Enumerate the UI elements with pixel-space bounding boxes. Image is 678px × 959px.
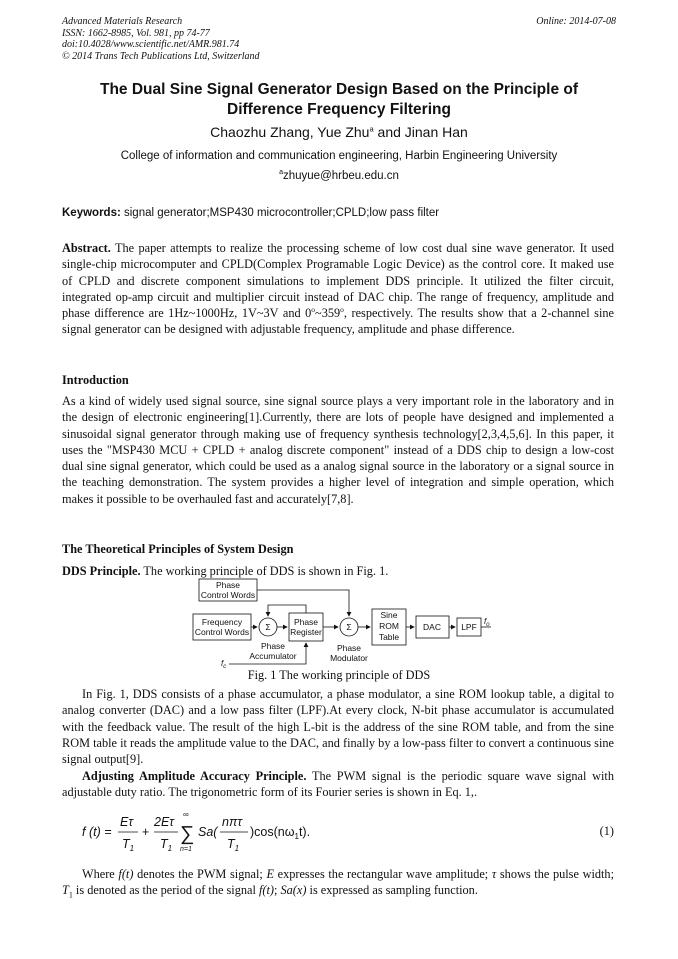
where-t7: is expressed as sampling function. bbox=[306, 883, 478, 898]
eq-num3: nπτ bbox=[222, 815, 243, 829]
doi: doi:10.4028/www.scientific.net/AMR.981.74 bbox=[62, 39, 240, 50]
issn: ISSN: 1662-8985, Vol. 981, pp 74-77 bbox=[62, 27, 210, 39]
phase-register-label-1: Phase bbox=[293, 617, 319, 627]
where-tau: τ bbox=[491, 867, 497, 881]
affiliation: College of information and communication engineering, Harbin Engineering University bbox=[120, 150, 558, 162]
author-names-rest: and Jinan Han bbox=[373, 124, 468, 140]
where-t4: shows the pulse width; bbox=[496, 867, 614, 881]
author-names: Chaozhu Zhang, Yue Zhu bbox=[210, 124, 370, 140]
where-t5: is denoted as the period of the signal bbox=[72, 883, 259, 898]
eq-sa: Sa( bbox=[198, 825, 218, 839]
equation-1 bbox=[82, 808, 614, 852]
dds-text: The working principle of DDS is shown in Fig. 1. bbox=[140, 564, 389, 578]
sine-rom-label-1: Sine bbox=[380, 610, 398, 620]
title-line-1: The Dual Sine Signal Generator Design Based on the Principle of bbox=[99, 81, 578, 98]
authors bbox=[62, 124, 616, 140]
modulator-label-1: Phase bbox=[336, 643, 362, 653]
sigma-symbol-1: Σ bbox=[265, 622, 271, 632]
email-address: zhuyue@hrbeu.edu.cn bbox=[283, 170, 399, 182]
eq-num1: Eτ bbox=[120, 815, 134, 829]
freq-control-label-1: Frequency bbox=[201, 617, 243, 627]
eq-sum-top: ∞ bbox=[183, 810, 189, 819]
eq-den2: $T_1$ bbox=[160, 837, 173, 852]
where-paragraph bbox=[62, 866, 614, 899]
eq-den1: $T_1$ bbox=[122, 837, 135, 852]
email bbox=[62, 170, 616, 182]
eq-lhs: f (t) = bbox=[82, 825, 112, 839]
where-t3: expresses the rectangular wave amplitude; bbox=[273, 867, 492, 881]
where-t1-symbol: T bbox=[62, 883, 69, 898]
abstract-label: Abstract. bbox=[62, 241, 111, 255]
abstract-text-b: , respectively. The results show that a 2-channel sine signal generator can be designed with adjustable frequency, amplitude and phase difference. bbox=[62, 306, 614, 337]
keywords-label: Keywords: bbox=[62, 207, 121, 219]
introduction-text: As a kind of widely used signal source, sine signal source plays a very important role in the laboratory and in the design of electronic engineering[1].Currently, there are lots of people have designed and implemented a sinusoidal signal generator through making use of frequency synthesis technology[2,3,4,5,6]. In this paper, it uses the "MSP430 MCU + CPLD + analog discrete component" instead of a DDS chip to design a low-cost dual sine signal generator, which could be used as a analog signal source in the laboratory or a signal source in the teaching demonstration. The system provides a higher level of integration and simple operation, which makes it possible to be overhauled fast and accurately[7,8]. bbox=[62, 394, 614, 506]
phase-control-label-1: Phase bbox=[215, 580, 241, 590]
where-t6: ; bbox=[274, 883, 281, 898]
lpf-label: LPF bbox=[461, 622, 477, 632]
equation-number: (1) bbox=[599, 824, 614, 838]
title-line-2: Difference Frequency Filtering bbox=[227, 101, 451, 118]
copyright: © 2014 Trans Tech Publications Ltd, Switzerland bbox=[62, 50, 260, 62]
dac-label: DAC bbox=[423, 622, 441, 632]
where-ft: f(t) bbox=[118, 867, 134, 881]
section-introduction: Introduction bbox=[62, 373, 129, 387]
journal-header bbox=[62, 16, 260, 62]
eq-cos: )$\cos(n\omega_1t)$. bbox=[250, 825, 311, 841]
where-ft2: f(t) bbox=[258, 883, 274, 898]
sigma-symbol-2: Σ bbox=[346, 622, 352, 632]
sine-rom-label-3: Table bbox=[378, 632, 400, 642]
accumulator-label-2: Accumulator bbox=[249, 651, 297, 661]
where-sax: Sa(x) bbox=[280, 883, 307, 898]
sine-rom-label-2: ROM bbox=[379, 621, 399, 631]
degree-mark-2: o bbox=[340, 305, 344, 315]
dds-block-diagram bbox=[185, 578, 505, 670]
accumulator-label-1: Phase bbox=[260, 641, 286, 651]
author-affil-mark: a bbox=[369, 124, 374, 134]
abstract-tilde: ~359 bbox=[315, 306, 341, 321]
journal-name: Advanced Materials Research bbox=[62, 16, 183, 27]
keywords-text: signal generator;MSP430 microcontroller;CPLD;low pass filter bbox=[120, 207, 440, 219]
output-frequency-label: $f_o$ bbox=[484, 617, 490, 628]
section-theory: The Theoretical Principles of System Design bbox=[62, 542, 294, 556]
where-t1-sub: 1 bbox=[68, 890, 73, 900]
where-e: E bbox=[266, 867, 274, 881]
dds-description: In Fig. 1, DDS consists of a phase accumulator, a phase modulator, a sine ROM lookup table, a digital to analog converter (DAC) and a low pass filter (LPF).At every clock, N-bit phase accumulator is accumulated with the feedback value. The result of the high L-bit is the address of the sine ROM table, and from the sine ROM table it reads the amplitude value to the DAC, and finally by a low-pass filter to convert a continuous sine signal output[9]. bbox=[62, 687, 614, 767]
abstract-text-a: The paper attempts to realize the processing scheme of low cost dual sine wave generator. It used single-chip microcomputer and CPLD(Complex Programable Logic Device) as the control core. It maked use of CPLD and discrete component simulations to implement DDS principle. It utilized the filter circuit, integrated op-amp circuit and multiplier circuit instead of DAC chip. The range of frequency, amplitude and phase difference are 1Hz~1000Hz, 1V~3V and 0 bbox=[62, 241, 614, 321]
abstract bbox=[62, 240, 614, 338]
eq-sum-bottom: n=1 bbox=[180, 846, 192, 852]
amplitude-label: Adjusting Amplitude Accuracy Principle. bbox=[82, 769, 307, 783]
eq-plus: + bbox=[142, 825, 150, 839]
eq-den3: $T_1$ bbox=[227, 837, 240, 852]
where-t2: denotes the PWM signal; bbox=[133, 867, 267, 881]
phase-control-label-2: Control Words bbox=[200, 590, 256, 600]
dds-label: DDS Principle. bbox=[62, 564, 141, 578]
freq-control-label-2: Control Words bbox=[194, 627, 250, 637]
degree-mark-1: o bbox=[311, 305, 316, 315]
keywords bbox=[62, 207, 439, 219]
clock-frequency-label: $f_c$ bbox=[221, 659, 227, 670]
amplitude-text: The PWM signal is the periodic square wave signal with adjustable duty ratio. The trigonometric form of its Fourier series is shown in Eq. 1,. bbox=[62, 769, 614, 800]
phase-register-label-2: Register bbox=[290, 627, 322, 637]
online-date: Online: 2014-07-08 bbox=[536, 16, 616, 27]
amplitude-principle bbox=[62, 768, 614, 801]
paper-title bbox=[62, 80, 616, 120]
email-mark: a bbox=[279, 169, 283, 177]
figure-caption: Fig. 1 The working principle of DDS bbox=[247, 668, 431, 682]
where-t1: Where bbox=[82, 867, 119, 881]
eq-num2: 2Eτ bbox=[154, 815, 174, 829]
eq-sum-sign: ∑ bbox=[180, 823, 195, 845]
modulator-label-2: Modulator bbox=[330, 653, 368, 663]
dds-intro bbox=[62, 563, 614, 579]
